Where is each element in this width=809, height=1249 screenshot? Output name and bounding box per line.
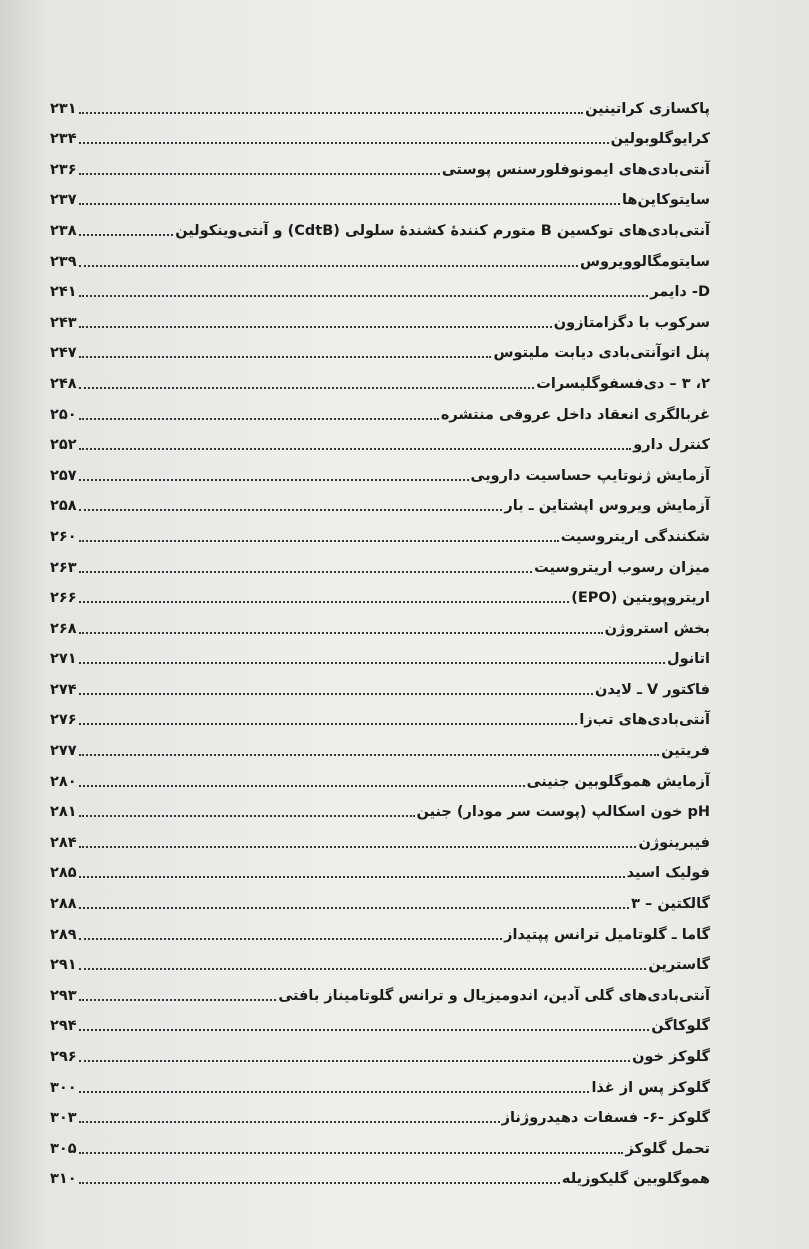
dot-leader xyxy=(79,1091,590,1093)
toc-entry-page: ۲۴۷ xyxy=(50,345,77,362)
dot-leader xyxy=(79,295,649,297)
toc-entry-page: ۲۴۱ xyxy=(50,284,77,301)
toc-entry-title: آنتی‌بادی‌های تب‌زا xyxy=(579,712,710,729)
toc-entry xyxy=(50,1097,710,1128)
toc-entry-page: ۲۳۹ xyxy=(50,253,77,270)
dot-leader xyxy=(79,509,503,511)
toc-entry-page: ۳۰۳ xyxy=(50,1110,77,1127)
toc-entry-page: ۲۹۴ xyxy=(50,1018,77,1035)
toc-entry-title: آنتی‌بادی‌های ایمونوفلورسنس پوستی xyxy=(441,161,710,178)
toc-entry xyxy=(50,974,710,1005)
toc-entry-title: فیبرینوژن xyxy=(638,834,710,851)
toc-entry-page: ۲۸۵ xyxy=(50,865,77,882)
toc-entry-title: اریتروپویتین (EPO) xyxy=(571,590,710,607)
dot-leader xyxy=(79,999,277,1001)
dot-leader xyxy=(79,815,415,817)
toc-entry xyxy=(50,1158,710,1189)
toc-entry xyxy=(50,87,710,118)
dot-leader xyxy=(79,387,535,389)
toc-entry-title: آنتی‌بادی‌های گلی آدین، اندومیزیال و ترانس گلوتامیناز بافتی xyxy=(278,987,710,1004)
toc-entry-title: تحمل گلوکز xyxy=(625,1140,710,1157)
toc-entry-title: اتانول xyxy=(667,651,710,668)
dot-leader xyxy=(79,173,440,175)
table-of-contents xyxy=(50,87,710,1188)
toc-entry-title: گلوکاگن xyxy=(651,1018,710,1035)
toc-entry-title: کنترل دارو xyxy=(633,437,710,454)
toc-entry-page: ۲۹۶ xyxy=(50,1049,77,1065)
toc-entry-title: پنل اتوآنتی‌بادی دیابت ملیتوس xyxy=(493,345,710,362)
toc-entry xyxy=(50,179,710,210)
toc-entry-page: ۳۱۰ xyxy=(50,1171,77,1188)
toc-entry-title: فاکتور V ـ لایدن xyxy=(594,681,710,698)
dot-leader xyxy=(79,907,630,909)
toc-entry-title: فریتین xyxy=(661,743,710,760)
dot-leader xyxy=(79,479,469,481)
toc-entry-title: ۲، ۳ – دی‌فسفوگلیسرات xyxy=(536,375,710,392)
toc-entry-page: ۲۵۰ xyxy=(50,406,77,423)
toc-entry xyxy=(50,424,710,455)
toc-entry-page: ۲۹۳ xyxy=(50,987,77,1004)
toc-entry-page: ۳۰۰ xyxy=(50,1079,77,1096)
toc-entry-page: ۲۳۴ xyxy=(50,131,77,148)
toc-entry xyxy=(50,913,710,944)
toc-entry xyxy=(50,301,710,332)
dot-leader xyxy=(79,1060,631,1062)
toc-entry-page: ۲۵۷ xyxy=(50,467,77,484)
toc-entry-title: آزمایش ژنوتایپ حساسیت دارویی xyxy=(470,467,710,484)
dot-leader xyxy=(79,876,625,878)
dot-leader xyxy=(79,326,552,328)
toc-entry xyxy=(50,148,710,179)
toc-entry-title: سایتومگالوویروس xyxy=(579,253,710,270)
dot-leader xyxy=(79,968,647,970)
toc-entry-page: ۲۸۰ xyxy=(50,773,77,790)
toc-entry-title: فولیک اسید xyxy=(626,865,710,882)
dot-leader xyxy=(79,1182,560,1184)
toc-entry-page: ۲۸۱ xyxy=(50,804,77,821)
toc-entry-page: ۲۴۳ xyxy=(50,314,77,331)
dot-leader xyxy=(79,1121,500,1123)
toc-entry xyxy=(50,607,710,638)
toc-entry xyxy=(50,332,710,363)
toc-entry xyxy=(50,1066,710,1097)
toc-entry-page: ۳۰۵ xyxy=(50,1140,77,1157)
toc-entry-page: ۲۷۱ xyxy=(50,651,77,668)
toc-entry xyxy=(50,271,710,302)
toc-entry-title: گاما ـ گلوتامیل ترانس پپتیداز xyxy=(504,926,710,943)
toc-entry-page: ۲۷۴ xyxy=(50,681,77,698)
toc-entry xyxy=(50,1005,710,1036)
toc-entry-page: ۲۳۶ xyxy=(50,161,77,178)
dot-leader xyxy=(79,356,492,358)
toc-entry xyxy=(50,118,710,149)
dot-leader xyxy=(79,142,609,144)
toc-entry-page: ۲۷۶ xyxy=(50,712,77,729)
dot-leader xyxy=(79,1029,650,1031)
toc-entry-title: غربالگری انعقاد داخل عروقی منتشره xyxy=(440,406,710,423)
toc-entry-title: هموگلوبین گلیکوزیله xyxy=(561,1171,710,1188)
toc-entry-title: شکنندگی اریتروسیت xyxy=(560,528,710,545)
toc-entry xyxy=(50,760,710,791)
toc-entry xyxy=(50,515,710,546)
toc-entry xyxy=(50,393,710,424)
toc-entry-title: گلوکز پس از غذا xyxy=(591,1079,710,1096)
dot-leader xyxy=(79,785,525,787)
toc-entry-page: ۲۶۶ xyxy=(50,590,77,607)
toc-entry-title: گلوکز خون xyxy=(632,1049,710,1065)
dot-leader xyxy=(79,418,439,420)
toc-entry-page: ۲۳۸ xyxy=(50,222,77,239)
dot-leader xyxy=(79,662,665,664)
toc-entry xyxy=(50,1127,710,1158)
toc-entry xyxy=(50,454,710,485)
dot-leader xyxy=(79,846,637,848)
toc-entry xyxy=(50,791,710,822)
dot-leader xyxy=(79,632,603,634)
toc-entry-title: سرکوب با دگزامتازون xyxy=(553,314,710,331)
dot-leader xyxy=(79,601,570,603)
toc-entry xyxy=(50,1035,710,1066)
toc-entry-page: ۲۳۷ xyxy=(50,192,77,209)
toc-entry-page: ۲۶۳ xyxy=(50,559,77,576)
toc-entry xyxy=(50,729,710,760)
dot-leader xyxy=(79,754,660,756)
toc-entry-page: ۲۴۸ xyxy=(50,375,77,392)
dot-leader xyxy=(79,571,533,573)
toc-entry-title: آزمایش ویروس اپشتاین ـ بار xyxy=(504,498,710,515)
dot-leader xyxy=(79,234,174,236)
toc-entry-title: آنتی‌بادی‌های توکسین B متورم کنندۀ کشندۀ سلولی (CdtB) و آنتی‌وینکولین xyxy=(175,222,710,239)
toc-entry-title: گاسترین xyxy=(648,957,710,974)
dot-leader xyxy=(79,1152,624,1154)
dot-leader xyxy=(79,938,503,940)
toc-entry-title: گالکتین – ۳ xyxy=(631,896,710,913)
toc-entry xyxy=(50,546,710,577)
dot-leader xyxy=(79,540,559,542)
toc-entry xyxy=(50,668,710,699)
toc-entry-title: پاکسازی کراتینین xyxy=(585,100,710,117)
toc-entry-page: ۲۸۸ xyxy=(50,896,77,913)
dot-leader xyxy=(79,448,632,450)
toc-entry xyxy=(50,699,710,730)
toc-entry xyxy=(50,821,710,852)
dot-leader xyxy=(79,265,578,267)
toc-entry xyxy=(50,852,710,883)
toc-entry-page: ۲۶۸ xyxy=(50,620,77,637)
toc-entry-title: گلوکز -۶- فسفات دهیدروژناز xyxy=(501,1110,710,1127)
toc-entry xyxy=(50,209,710,240)
toc-entry xyxy=(50,485,710,516)
dot-leader xyxy=(79,112,584,114)
toc-entry-page: ۲۳۱ xyxy=(50,100,77,117)
dot-leader xyxy=(79,723,578,725)
toc-entry-page: ۲۵۸ xyxy=(50,498,77,515)
dot-leader xyxy=(79,203,620,205)
toc-entry-page: ۲۵۲ xyxy=(50,437,77,454)
toc-entry xyxy=(50,577,710,608)
toc-entry-page: ۲۷۷ xyxy=(50,743,77,760)
toc-entry xyxy=(50,240,710,271)
toc-entry xyxy=(50,638,710,669)
toc-entry-title: آزمایش هموگلوبین جنینی xyxy=(526,773,710,790)
toc-entry-page: ۲۹۱ xyxy=(50,957,77,974)
toc-entry-title: کرایوگلوبولین xyxy=(610,131,710,148)
toc-entry-title: pH خون اسکالپ (پوست سر مودار) جنین xyxy=(416,804,710,821)
toc-entry-title: بخش استروژن xyxy=(604,620,710,637)
toc-entry xyxy=(50,882,710,913)
toc-entry-page: ۲۸۹ xyxy=(50,926,77,943)
toc-entry-title: میزان رسوب اریتروسیت xyxy=(534,559,710,576)
toc-entry-title: سایتوکاین‌ها xyxy=(621,192,710,209)
toc-entry-page: ۲۸۴ xyxy=(50,834,77,851)
toc-entry-page: ۲۶۰ xyxy=(50,528,77,545)
toc-entry xyxy=(50,944,710,975)
toc-entry-title: D- دایمر xyxy=(650,284,710,301)
dot-leader xyxy=(79,693,593,695)
toc-entry xyxy=(50,362,710,393)
